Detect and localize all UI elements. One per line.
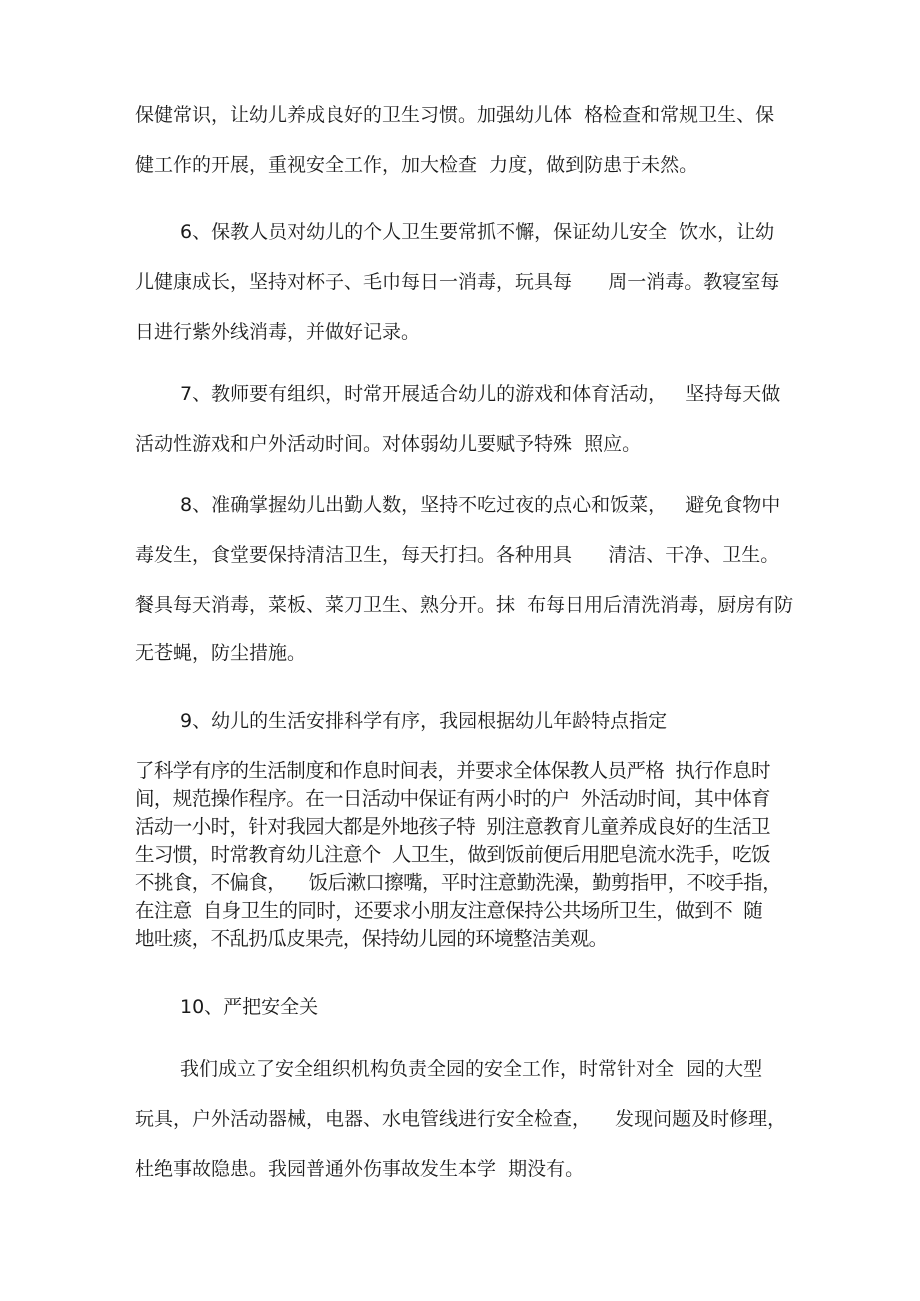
text-line: 儿健康成长，坚持对杯子、毛巾每日一消毒，玩具每 周一消毒。教寝室每 [135, 271, 780, 293]
text-line: 间，规范操作程序。在一日活动中保证有两小时的户 外活动时间，其中体育 [135, 787, 770, 810]
text-line: 玩具，户外活动器械，电器、水电管线进行安全检查， 发现问题及时修理， [135, 1108, 787, 1130]
section-heading: 10、严把安全关 [180, 996, 319, 1018]
text-line: 活动一小时，针对我园大都是外地孩子特 别注意教育儿童养成良好的生活卫 [135, 815, 770, 838]
text-line: 日进行紫外线消毒，并做好记录。 [135, 321, 421, 343]
text-line: 了科学有序的生活制度和作息时间表，并要求全体保教人员严格 执行作息时 [135, 759, 770, 782]
text-line: 餐具每天消毒，菜板、菜刀卫生、熟分开。抹 布每日用后清洗消毒，厨房有防 [135, 594, 794, 616]
text-line: 活动性游戏和户外活动时间。对体弱幼儿要赋予特殊 照应。 [135, 433, 642, 455]
text-line: 杜绝事故隐患。我园普通外伤事故发生本学 期没有。 [135, 1158, 585, 1180]
text-line: 无苍蝇，防尘措施。 [135, 642, 307, 664]
text-line: 在注意 自身卫生的同时，还要求小朋友注意保持公共场所卫生，做到不 随 [135, 899, 763, 922]
text-line: 7、教师要有组织，时常开展适合幼儿的游戏和体育活动， 坚持每天做 [180, 383, 781, 405]
text-line: 健工作的开展，重视安全工作，加大检查 力度，做到防患于未然。 [135, 154, 699, 176]
text-line: 我们成立了安全组织机构负责全园的安全工作，时常针对全 园的大型 [180, 1058, 763, 1080]
text-line: 毒发生，食堂要保持清洁卫生，每天打扫。各种用具 清洁、干净、卫生。 [135, 544, 780, 566]
text-line: 8、准确掌握幼儿出勤人数，坚持不吃过夜的点心和饭菜， 避免食物中 [180, 494, 781, 516]
text-line: 不挑食，不偏食， 饭后漱口擦嘴，平时注意勤洗澡，勤剪指甲，不咬手指， [135, 871, 782, 894]
text-line: 生习惯，时常教育幼儿注意个 人卫生，做到饭前便后用肥皂流水洗手，吃饭 [135, 843, 770, 866]
section-heading: 9、幼儿的生活安排科学有序，我园根据幼儿年龄特点指定 [180, 710, 668, 732]
text-line: 6、保教人员对幼儿的个人卫生要常抓不懈，保证幼儿安全 饮水，让幼 [180, 221, 775, 243]
text-line: 地吐痰，不乱扔瓜皮果壳，保持幼儿园的环境整洁美观。 [135, 927, 608, 950]
text-line: 保健常识，让幼儿养成良好的卫生习惯。加强幼儿体 格检查和常规卫生、保 [135, 104, 775, 126]
